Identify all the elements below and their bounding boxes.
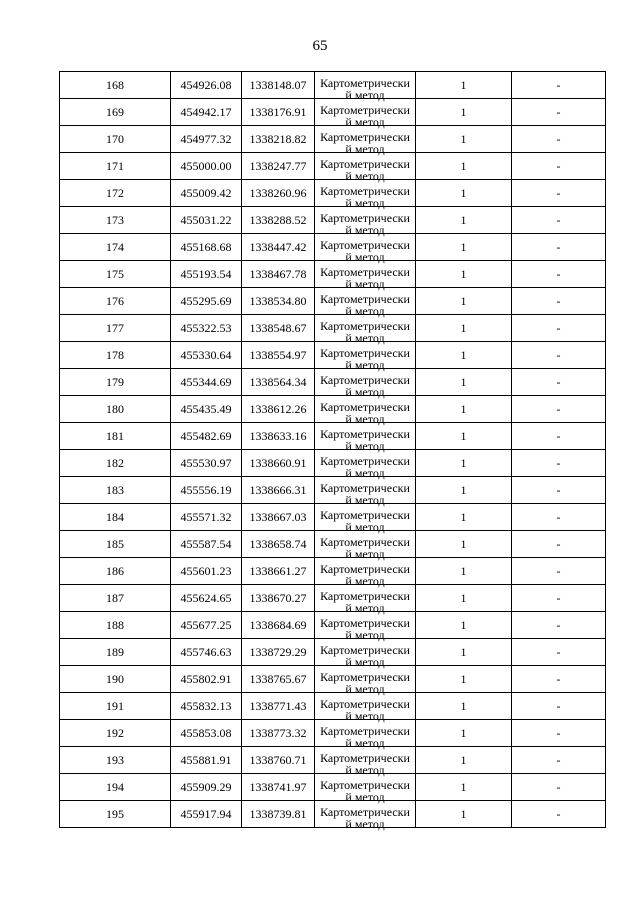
x-coordinate-cell: 454977.32 [171, 126, 242, 153]
x-coordinate-cell: 454926.08 [171, 72, 242, 99]
table-row [60, 396, 606, 423]
table-row [60, 693, 606, 720]
point-number-cell: 189 [60, 639, 171, 666]
method-cell [315, 261, 416, 291]
accuracy-cell: 1 [416, 693, 512, 720]
accuracy-cell: 1 [416, 666, 512, 693]
point-number-cell: 176 [60, 288, 171, 315]
point-number-cell: 192 [60, 720, 171, 747]
note-cell: - [512, 261, 606, 288]
method-cell [315, 774, 416, 804]
table-row [60, 234, 606, 261]
table-row [60, 558, 606, 585]
note-cell: - [512, 585, 606, 612]
method-text-line2: й метод [345, 573, 385, 588]
method-cell [315, 747, 416, 777]
method-text-line2: й метод [345, 789, 385, 804]
y-coordinate-cell: 1338741.97 [242, 774, 315, 801]
method-text-line2: й метод [345, 681, 385, 696]
x-coordinate-cell: 455482.69 [171, 423, 242, 450]
point-number-cell: 193 [60, 747, 171, 774]
point-number-cell: 171 [60, 153, 171, 180]
x-coordinate-cell: 455295.69 [171, 288, 242, 315]
note-cell: - [512, 234, 606, 261]
y-coordinate-cell: 1338564.34 [242, 369, 315, 396]
accuracy-cell: 1 [416, 774, 512, 801]
method-text-line2: й метод [345, 357, 385, 372]
method-text-line1: Картометрически [320, 480, 410, 495]
accuracy-cell: 1 [416, 315, 512, 342]
point-number-cell: 188 [60, 612, 171, 639]
method-text-line1: Картометрически [320, 399, 410, 414]
accuracy-cell: 1 [416, 423, 512, 450]
y-coordinate-cell: 1338288.52 [242, 207, 315, 234]
note-cell: - [512, 612, 606, 639]
method-cell [315, 369, 416, 399]
method-cell [315, 585, 416, 615]
accuracy-cell: 1 [416, 720, 512, 747]
method-text-line1: Картометрически [320, 372, 410, 387]
point-number-cell: 177 [60, 315, 171, 342]
accuracy-cell: 1 [416, 288, 512, 315]
method-text-line2: й метод [345, 303, 385, 318]
method-cell [315, 612, 416, 642]
method-cell [315, 423, 416, 453]
x-coordinate-cell: 455677.25 [171, 612, 242, 639]
table-row [60, 288, 606, 315]
table-row [60, 99, 606, 126]
x-coordinate-cell: 455802.91 [171, 666, 242, 693]
point-number-cell: 187 [60, 585, 171, 612]
table-row [60, 585, 606, 612]
accuracy-cell: 1 [416, 342, 512, 369]
y-coordinate-cell: 1338773.32 [242, 720, 315, 747]
method-cell [315, 639, 416, 669]
point-number-cell: 180 [60, 396, 171, 423]
method-cell [315, 531, 416, 561]
y-coordinate-cell: 1338661.27 [242, 558, 315, 585]
table-row [60, 180, 606, 207]
method-text-line1: Картометрически [320, 345, 410, 360]
accuracy-cell: 1 [416, 450, 512, 477]
y-coordinate-cell: 1338760.71 [242, 747, 315, 774]
method-text-line2: й метод [345, 465, 385, 480]
note-cell: - [512, 774, 606, 801]
method-text-line1: Картометрически [320, 156, 410, 171]
method-text-line2: й метод [345, 708, 385, 723]
accuracy-cell: 1 [416, 126, 512, 153]
method-cell [315, 666, 416, 696]
table-row [60, 261, 606, 288]
table-row [60, 450, 606, 477]
table-row [60, 315, 606, 342]
method-text-line1: Картометрически [320, 183, 410, 198]
method-cell [315, 720, 416, 750]
method-text-line2: й метод [345, 627, 385, 642]
accuracy-cell: 1 [416, 153, 512, 180]
note-cell: - [512, 315, 606, 342]
point-number-cell: 186 [60, 558, 171, 585]
method-text-line1: Картометрически [320, 318, 410, 333]
note-cell: - [512, 747, 606, 774]
method-text-line2: й метод [345, 546, 385, 561]
table-row [60, 342, 606, 369]
method-text-line1: Картометрически [320, 669, 410, 684]
method-cell [315, 558, 416, 588]
method-text-line1: Картометрически [320, 615, 410, 630]
point-number-cell: 169 [60, 99, 171, 126]
method-text-line2: й метод [345, 330, 385, 345]
method-cell [315, 477, 416, 507]
method-text-line2: й метод [345, 519, 385, 534]
method-text-line2: й метод [345, 276, 385, 291]
x-coordinate-cell: 455322.53 [171, 315, 242, 342]
point-number-cell: 174 [60, 234, 171, 261]
method-text-line2: й метод [345, 222, 385, 237]
accuracy-cell: 1 [416, 369, 512, 396]
method-text-line1: Картометрически [320, 426, 410, 441]
page-number: 65 [312, 38, 328, 54]
method-text-line2: й метод [345, 114, 385, 129]
method-cell [315, 234, 416, 264]
method-text-line2: й метод [345, 654, 385, 669]
point-number-cell: 185 [60, 531, 171, 558]
note-cell: - [512, 693, 606, 720]
point-number-cell: 195 [60, 801, 171, 828]
method-text-line2: й метод [345, 87, 385, 102]
x-coordinate-cell: 454942.17 [171, 99, 242, 126]
method-text-line1: Картометрически [320, 804, 410, 819]
y-coordinate-cell: 1338729.29 [242, 639, 315, 666]
y-coordinate-cell: 1338548.67 [242, 315, 315, 342]
method-text-line2: й метод [345, 600, 385, 615]
method-text-line1: Картометрически [320, 102, 410, 117]
method-text-line2: й метод [345, 168, 385, 183]
point-number-cell: 191 [60, 693, 171, 720]
note-cell: - [512, 153, 606, 180]
accuracy-cell: 1 [416, 801, 512, 828]
method-text-line1: Картометрически [320, 237, 410, 252]
y-coordinate-cell: 1338148.07 [242, 72, 315, 99]
method-text-line2: й метод [345, 141, 385, 156]
x-coordinate-cell: 455832.13 [171, 693, 242, 720]
note-cell: - [512, 666, 606, 693]
y-coordinate-cell: 1338660.91 [242, 450, 315, 477]
coordinates-table-body [60, 72, 606, 831]
method-cell [315, 342, 416, 372]
x-coordinate-cell: 455344.69 [171, 369, 242, 396]
table-row [60, 747, 606, 774]
table-row [60, 612, 606, 639]
note-cell: - [512, 369, 606, 396]
x-coordinate-cell: 455168.68 [171, 234, 242, 261]
x-coordinate-cell: 455009.42 [171, 180, 242, 207]
note-cell: - [512, 99, 606, 126]
method-text-line1: Картометрически [320, 777, 410, 792]
method-text-line1: Картометрически [320, 264, 410, 279]
method-cell [315, 450, 416, 480]
accuracy-cell: 1 [416, 612, 512, 639]
y-coordinate-cell: 1338765.67 [242, 666, 315, 693]
accuracy-cell: 1 [416, 207, 512, 234]
method-cell [315, 99, 416, 129]
x-coordinate-cell: 455556.19 [171, 477, 242, 504]
x-coordinate-cell: 455587.54 [171, 531, 242, 558]
table-row [60, 801, 606, 828]
point-number-cell: 184 [60, 504, 171, 531]
accuracy-cell: 1 [416, 477, 512, 504]
y-coordinate-cell: 1338684.69 [242, 612, 315, 639]
point-number-cell: 181 [60, 423, 171, 450]
note-cell: - [512, 423, 606, 450]
note-cell: - [512, 801, 606, 828]
y-coordinate-cell: 1338667.03 [242, 504, 315, 531]
x-coordinate-cell: 455031.22 [171, 207, 242, 234]
x-coordinate-cell: 455601.23 [171, 558, 242, 585]
x-coordinate-cell: 455881.91 [171, 747, 242, 774]
method-text-line1: Картометрически [320, 75, 410, 90]
y-coordinate-cell: 1338260.96 [242, 180, 315, 207]
table-row [60, 126, 606, 153]
x-coordinate-cell: 455853.08 [171, 720, 242, 747]
y-coordinate-cell: 1338612.26 [242, 396, 315, 423]
method-text-line1: Картометрически [320, 507, 410, 522]
table-row [60, 423, 606, 450]
table-row [60, 369, 606, 396]
point-number-cell: 170 [60, 126, 171, 153]
note-cell: - [512, 207, 606, 234]
method-text-line1: Картометрически [320, 723, 410, 738]
accuracy-cell: 1 [416, 639, 512, 666]
point-number-cell: 182 [60, 450, 171, 477]
x-coordinate-cell: 455917.94 [171, 801, 242, 828]
method-cell [315, 153, 416, 183]
method-text-line2: й метод [345, 816, 385, 831]
x-coordinate-cell: 455624.65 [171, 585, 242, 612]
note-cell: - [512, 477, 606, 504]
method-text-line2: й метод [345, 438, 385, 453]
accuracy-cell: 1 [416, 180, 512, 207]
table-row [60, 666, 606, 693]
point-number-cell: 172 [60, 180, 171, 207]
x-coordinate-cell: 455193.54 [171, 261, 242, 288]
method-text-line1: Картометрически [320, 129, 410, 144]
note-cell: - [512, 504, 606, 531]
x-coordinate-cell: 455909.29 [171, 774, 242, 801]
method-text-line2: й метод [345, 411, 385, 426]
method-text-line1: Картометрически [320, 453, 410, 468]
table-row [60, 477, 606, 504]
method-cell [315, 396, 416, 426]
note-cell: - [512, 639, 606, 666]
method-text-line1: Картометрически [320, 696, 410, 711]
method-cell [315, 126, 416, 156]
note-cell: - [512, 531, 606, 558]
point-number-cell: 183 [60, 477, 171, 504]
coordinates-table [59, 71, 606, 831]
method-cell [315, 315, 416, 345]
note-cell: - [512, 126, 606, 153]
method-cell [315, 801, 416, 831]
y-coordinate-cell: 1338771.43 [242, 693, 315, 720]
table-row [60, 639, 606, 666]
accuracy-cell: 1 [416, 504, 512, 531]
table-row [60, 720, 606, 747]
x-coordinate-cell: 455571.32 [171, 504, 242, 531]
method-text-line2: й метод [345, 492, 385, 507]
accuracy-cell: 1 [416, 261, 512, 288]
y-coordinate-cell: 1338534.80 [242, 288, 315, 315]
method-text-line2: й метод [345, 195, 385, 210]
method-text-line1: Картометрически [320, 642, 410, 657]
table-row [60, 531, 606, 558]
note-cell: - [512, 720, 606, 747]
accuracy-cell: 1 [416, 72, 512, 99]
table-row [60, 774, 606, 801]
accuracy-cell: 1 [416, 531, 512, 558]
x-coordinate-cell: 455435.49 [171, 396, 242, 423]
accuracy-cell: 1 [416, 234, 512, 261]
method-cell [315, 207, 416, 237]
point-number-cell: 178 [60, 342, 171, 369]
x-coordinate-cell: 455746.63 [171, 639, 242, 666]
point-number-cell: 173 [60, 207, 171, 234]
point-number-cell: 168 [60, 72, 171, 99]
method-cell [315, 504, 416, 534]
method-text-line1: Картометрически [320, 588, 410, 603]
method-text-line2: й метод [345, 249, 385, 264]
accuracy-cell: 1 [416, 396, 512, 423]
x-coordinate-cell: 455000.00 [171, 153, 242, 180]
method-text-line2: й метод [345, 384, 385, 399]
accuracy-cell: 1 [416, 99, 512, 126]
note-cell: - [512, 288, 606, 315]
point-number-cell: 190 [60, 666, 171, 693]
y-coordinate-cell: 1338218.82 [242, 126, 315, 153]
note-cell: - [512, 558, 606, 585]
accuracy-cell: 1 [416, 747, 512, 774]
method-cell [315, 693, 416, 723]
method-text-line1: Картометрически [320, 291, 410, 306]
method-text-line1: Картометрически [320, 750, 410, 765]
method-text-line1: Картометрически [320, 534, 410, 549]
method-text-line2: й метод [345, 735, 385, 750]
x-coordinate-cell: 455530.97 [171, 450, 242, 477]
x-coordinate-cell: 455330.64 [171, 342, 242, 369]
y-coordinate-cell: 1338447.42 [242, 234, 315, 261]
method-text-line1: Картометрически [320, 561, 410, 576]
note-cell: - [512, 342, 606, 369]
method-text-line1: Картометрически [320, 210, 410, 225]
y-coordinate-cell: 1338554.97 [242, 342, 315, 369]
y-coordinate-cell: 1338633.16 [242, 423, 315, 450]
y-coordinate-cell: 1338739.81 [242, 801, 315, 828]
accuracy-cell: 1 [416, 585, 512, 612]
table-row [60, 72, 606, 99]
method-cell [315, 180, 416, 210]
y-coordinate-cell: 1338467.78 [242, 261, 315, 288]
y-coordinate-cell: 1338666.31 [242, 477, 315, 504]
note-cell: - [512, 180, 606, 207]
point-number-cell: 194 [60, 774, 171, 801]
note-cell: - [512, 450, 606, 477]
y-coordinate-cell: 1338247.77 [242, 153, 315, 180]
y-coordinate-cell: 1338658.74 [242, 531, 315, 558]
method-cell [315, 288, 416, 318]
method-cell [315, 72, 416, 102]
table-row [60, 504, 606, 531]
table-row [60, 153, 606, 180]
note-cell: - [512, 396, 606, 423]
y-coordinate-cell: 1338176.91 [242, 99, 315, 126]
point-number-cell: 175 [60, 261, 171, 288]
y-coordinate-cell: 1338670.27 [242, 585, 315, 612]
table-row [60, 207, 606, 234]
note-cell: - [512, 72, 606, 99]
method-text-line2: й метод [345, 762, 385, 777]
point-number-cell: 179 [60, 369, 171, 396]
accuracy-cell: 1 [416, 558, 512, 585]
